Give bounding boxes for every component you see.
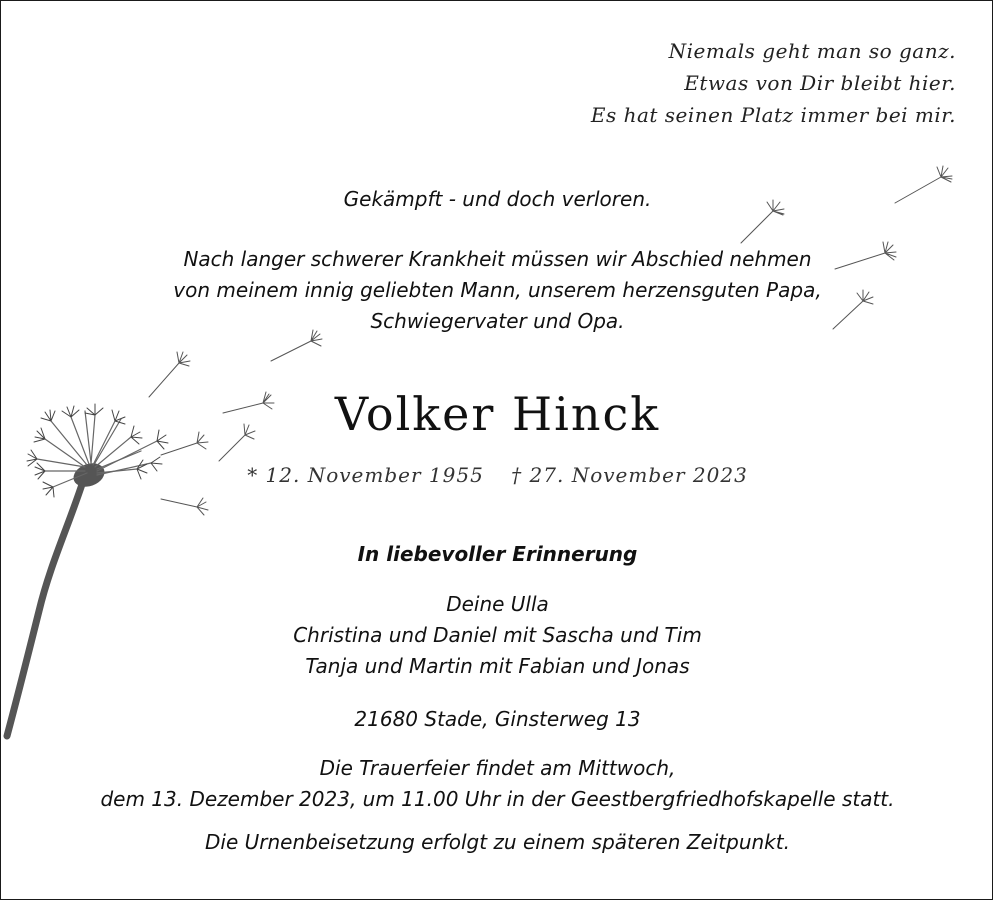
death-date: † 27. November 2023: [511, 463, 748, 487]
service-info: [1, 753, 993, 815]
urn-note: Die Urnenbeisetzung erfolgt zu einem späteren Zeitpunkt.: [205, 830, 790, 854]
deceased-name: Volker Hinck: [334, 387, 661, 441]
intro-line: von meinem innig geliebten Mann, unserem herzensguten Papa,: [173, 278, 822, 302]
quote-line: Niemals geht man so ganz.: [668, 39, 956, 63]
birth-date: * 12. November 1955: [247, 463, 484, 487]
family-line: Christina und Daniel mit Sascha und Tim: [293, 623, 702, 647]
quote-line: Es hat seinen Platz immer bei mir.: [590, 103, 956, 127]
service-line: dem 13. Dezember 2023, um 11.00 Uhr in der Geestbergfriedhofskapelle statt.: [100, 787, 895, 811]
opening-quote: [591, 35, 956, 131]
quote-line: Etwas von Dir bleibt hier.: [684, 71, 956, 95]
address: 21680 Stade, Ginsterweg 13: [354, 707, 641, 731]
life-dates: [1, 463, 993, 487]
family-line: Tanja und Martin mit Fabian und Jonas: [305, 654, 690, 678]
service-line: Die Trauerfeier findet am Mittwoch,: [319, 756, 676, 780]
intro-line: Schwiegervater und Opa.: [370, 309, 625, 333]
intro-line: Nach langer schwerer Krankheit müssen wir Abschied nehmen: [183, 247, 812, 271]
memory-heading: In liebevoller Erinnerung: [357, 542, 638, 566]
intro-text: [1, 184, 993, 337]
family-list: [1, 589, 993, 682]
family-line: Deine Ulla: [446, 592, 549, 616]
intro-line: Gekämpft - und doch verloren.: [343, 187, 652, 211]
